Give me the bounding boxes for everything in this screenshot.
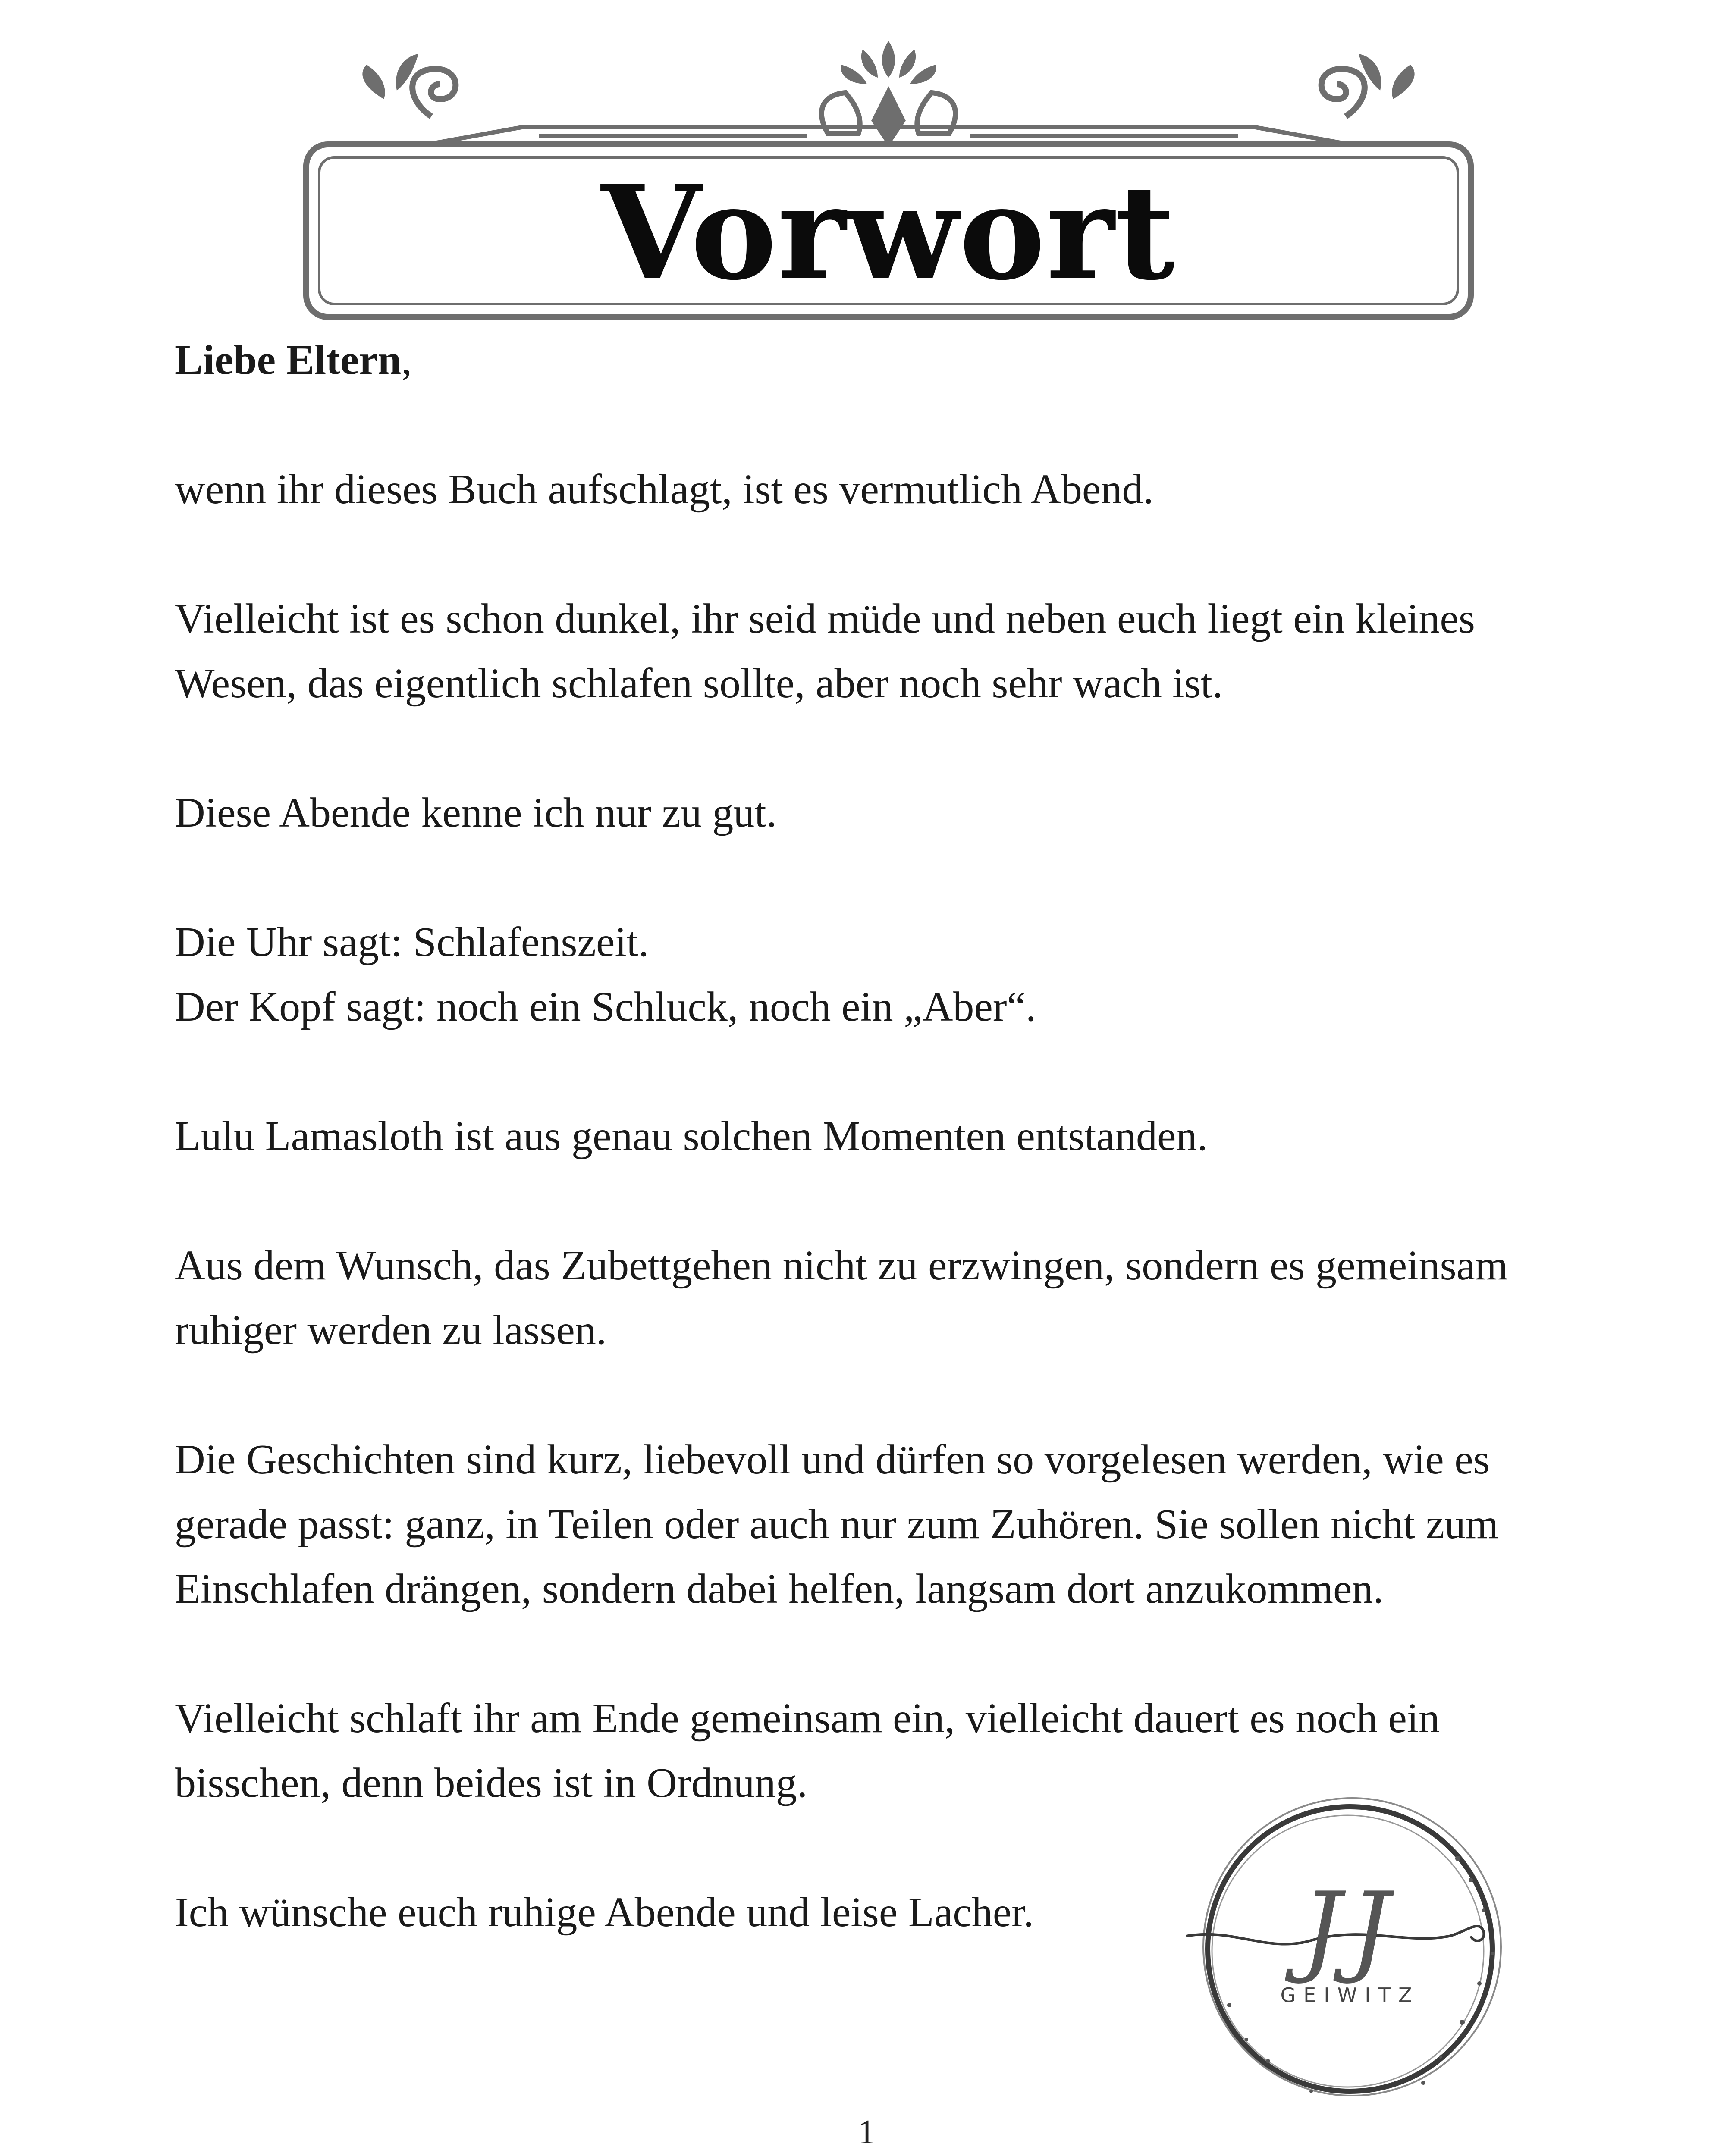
paragraph: wenn ihr dieses Buch aufschlagt, ist es vermutlich Abend.	[175, 466, 1154, 513]
seal-initials: JJ	[1301, 1871, 1399, 1987]
paragraph: Vielleicht ist es schon dunkel, ihr seid müde und neben euch liegt ein kleines Wesen, das eigentlich schlafen sollte, aber noch sehr wach ist.	[175, 595, 1476, 707]
paragraph: Die Uhr sagt: Schlafenszeit.	[175, 919, 649, 965]
paragraph: Aus dem Wunsch, das Zubettgehen nicht zu erzwingen, sondern es gemeinsam ruhiger werden zu lassen.	[175, 1242, 1508, 1354]
salutation	[175, 328, 1576, 392]
author-seal-logo	[1182, 1781, 1518, 2117]
page-number: 1	[858, 2113, 875, 2151]
paragraph: Ich wünsche euch ruhige Abende und leise Lacher.	[175, 1889, 1034, 1936]
page-title: Vorwort	[601, 157, 1176, 309]
seal-name: GEIWITZ	[1280, 1984, 1420, 2007]
letter-body	[175, 328, 1576, 2009]
paragraph: Lulu Lamasloth ist aus genau solchen Momenten entstanden.	[175, 1113, 1208, 1159]
paragraph: Diese Abende kenne ich nur zu gut.	[175, 790, 777, 836]
paragraph: Der Kopf sagt: noch ein Schluck, noch ein „Aber“.	[175, 984, 1036, 1030]
paragraph: Die Geschichten sind kurz, liebevoll und dürfen so vorgelesen werden, wie es gerade passt: ganz, in Teilen oder auch nur zum Zuhören. Sie sollen nicht zum Einschlafen drängen, sondern dabei helfen, langsam dort anzukommen.	[175, 1436, 1499, 1612]
salutation-comma: ,	[401, 337, 412, 383]
paragraph: Vielleicht schlaft ihr am Ende gemeinsam ein, vielleicht dauert es noch ein bisschen, denn beides ist in Ordnung.	[175, 1695, 1440, 1806]
salutation-name: Liebe Eltern	[175, 337, 402, 383]
